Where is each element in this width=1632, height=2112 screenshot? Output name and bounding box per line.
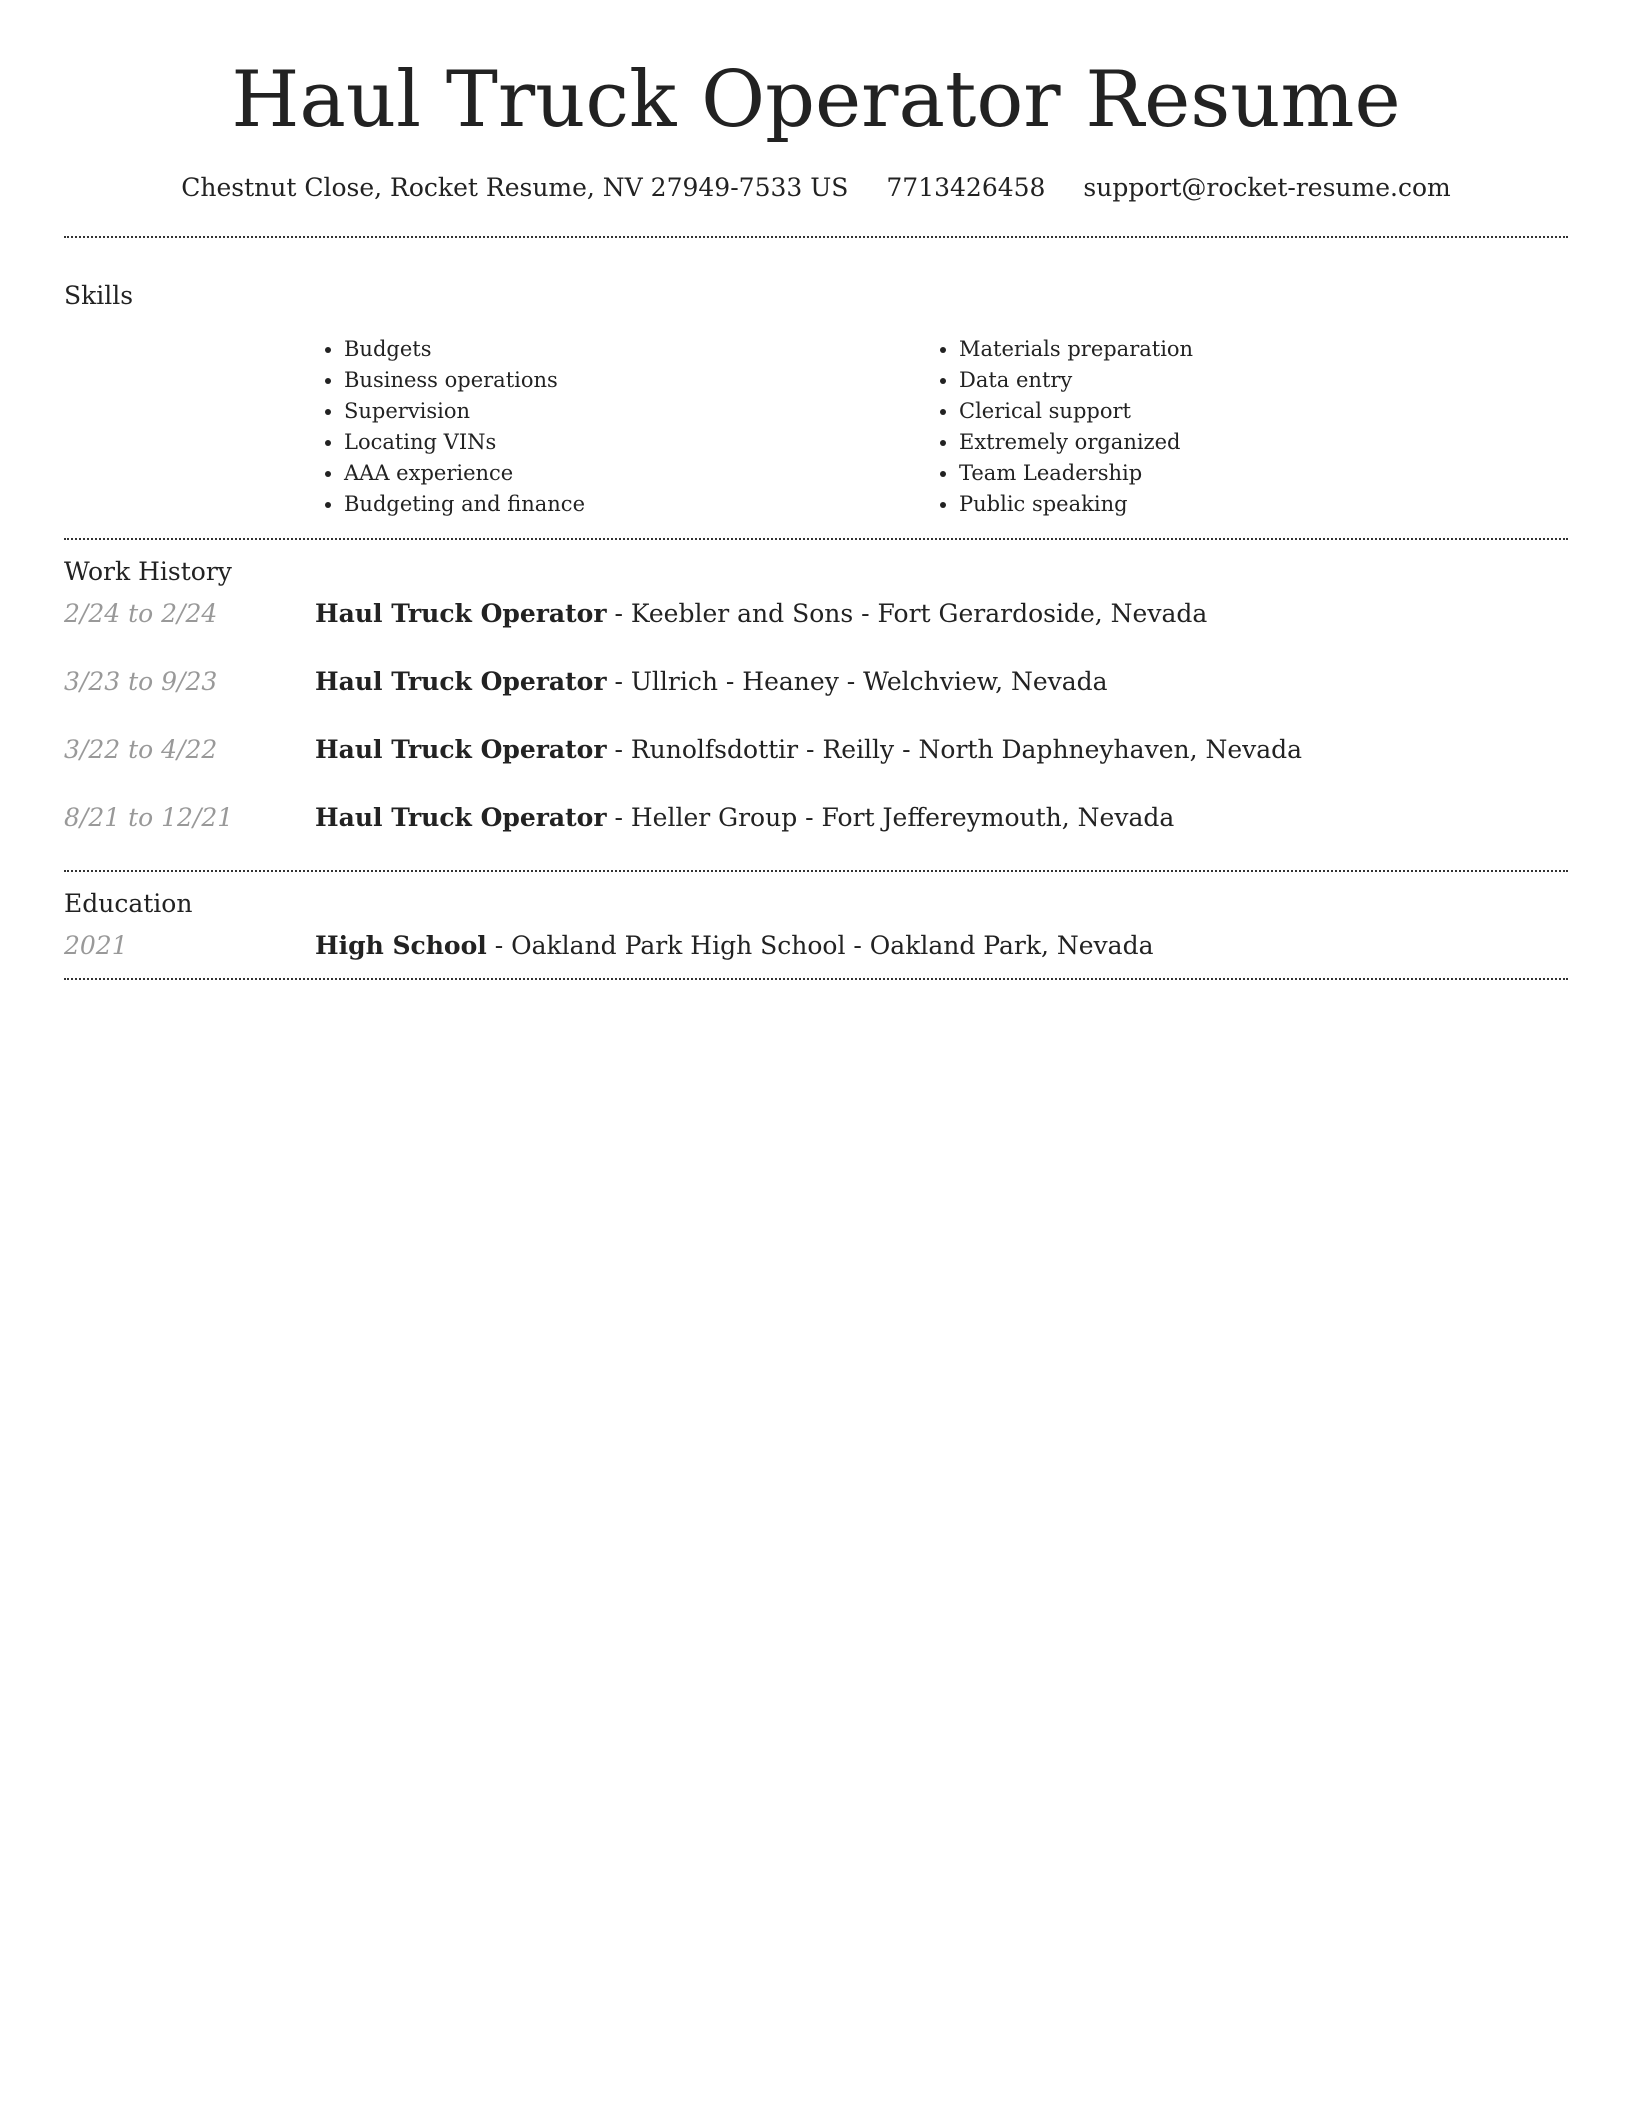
skill-item: • Extremely organized xyxy=(959,427,1544,458)
education-description xyxy=(315,930,1154,962)
contact-phone: 7713426458 xyxy=(886,173,1046,202)
contact-line xyxy=(64,172,1568,204)
work-description xyxy=(315,666,1108,698)
skill-item: • Locating VINs xyxy=(344,427,929,458)
skills-column-2 xyxy=(929,334,1544,520)
skill-item: • Data entry xyxy=(959,365,1544,396)
work-role: Haul Truck Operator xyxy=(315,735,607,764)
skill-item: • Supervision xyxy=(344,396,929,427)
work-entry xyxy=(64,802,1568,870)
contact-address: Chestnut Close, Rocket Resume, NV 27949-7533 US xyxy=(181,173,849,202)
work-history-list xyxy=(64,598,1568,870)
skill-item: • AAA experience xyxy=(344,458,929,489)
skills-column-1 xyxy=(314,334,929,520)
education-list xyxy=(64,930,1568,978)
skills-divider xyxy=(64,538,1568,540)
work-history-divider xyxy=(64,870,1568,872)
skill-item: • Team Leadership xyxy=(959,458,1544,489)
skills-list xyxy=(64,334,1568,538)
work-entry xyxy=(64,598,1568,666)
education-heading: Education xyxy=(64,889,193,918)
work-history-heading: Work History xyxy=(64,557,232,586)
education-degree: High School xyxy=(315,931,487,960)
work-description xyxy=(315,598,1207,630)
contact-email: support@rocket-resume.com xyxy=(1083,173,1451,202)
skill-item: • Public speaking xyxy=(959,489,1544,520)
work-dates: 8/21 to 12/21 xyxy=(64,803,234,832)
education-details: - Oakland Park High School - Oakland Park, Nevada xyxy=(486,931,1154,960)
skill-item: • Business operations xyxy=(344,365,929,396)
education-divider xyxy=(64,978,1568,980)
work-details: - Keebler and Sons - Fort Gerardoside, Nevada xyxy=(606,599,1208,628)
work-role: Haul Truck Operator xyxy=(315,667,607,696)
skill-item: • Clerical support xyxy=(959,396,1544,427)
resume-title: Haul Truck Operator Resume xyxy=(231,55,1401,145)
work-details: - Runolfsdottir - Reilly - North Daphneyhaven, Nevada xyxy=(606,735,1303,764)
skill-item: • Budgeting and finance xyxy=(344,489,929,520)
work-description xyxy=(315,802,1174,834)
work-dates: 2/24 to 2/24 xyxy=(64,599,218,628)
work-description xyxy=(315,734,1302,766)
skill-item: • Materials preparation xyxy=(959,334,1544,365)
work-dates: 3/22 to 4/22 xyxy=(64,735,218,764)
work-details: - Heller Group - Fort Jeffereymouth, Nevada xyxy=(606,803,1175,832)
skill-item: • Budgets xyxy=(344,334,929,365)
work-details: - Ullrich - Heaney - Welchview, Nevada xyxy=(606,667,1108,696)
skills-heading: Skills xyxy=(64,281,134,310)
work-role: Haul Truck Operator xyxy=(315,599,607,628)
education-entry xyxy=(64,930,1568,978)
work-role: Haul Truck Operator xyxy=(315,803,607,832)
header-divider xyxy=(64,236,1568,238)
work-entry xyxy=(64,734,1568,802)
work-dates: 3/23 to 9/23 xyxy=(64,667,218,696)
work-entry xyxy=(64,666,1568,734)
education-dates: 2021 xyxy=(64,931,128,960)
